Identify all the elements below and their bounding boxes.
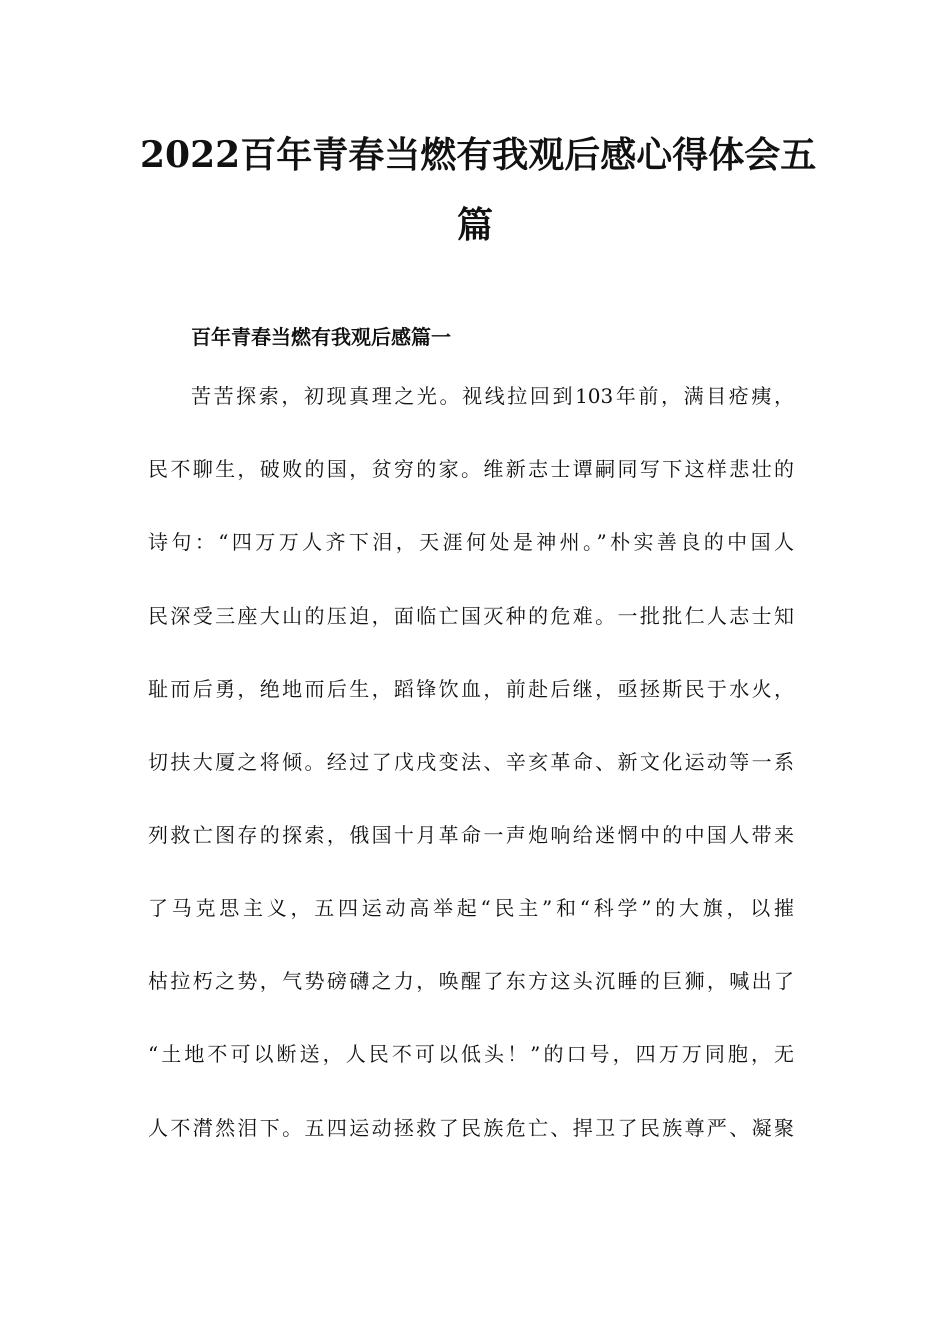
paragraph-line: 人不潸然泪下。五四运动拯救了民族危亡、捍卫了民族尊严、凝聚 bbox=[148, 1116, 794, 1140]
paragraph-line: 耻而后勇，绝地而后生，蹈锋饮血，前赴后继，亟拯斯民于水火， bbox=[148, 677, 794, 701]
paragraph-line: 切扶大厦之将倾。经过了戊戌变法、辛亥革命、新文化运动等一系 bbox=[148, 750, 794, 774]
document-title-line-1: 2022百年青春当燃有我观后感心得体会五 bbox=[140, 134, 817, 176]
paragraph-line: 民深受三座大山的压迫，面临亡国灭种的危难。一批批仁人志士知 bbox=[148, 604, 794, 628]
document-title-line-2: 篇 bbox=[456, 204, 493, 246]
paragraph-line: 诗句：“四万万人齐下泪，天涯何处是神州。”朴实善良的中国人 bbox=[148, 530, 794, 554]
paragraph-line: 民不聊生，破败的国，贫穷的家。维新志士谭嗣同写下这样悲壮的 bbox=[148, 457, 794, 481]
section-heading: 百年青春当燃有我观后感篇一 bbox=[191, 325, 451, 349]
paragraph-line: “土地不可以断送，人民不可以低头！”的口号，四万万同胞，无 bbox=[148, 1042, 794, 1066]
paragraph-line: 枯拉朽之势，气势磅礴之力，唤醒了东方这头沉睡的巨狮，喊出了 bbox=[148, 969, 794, 993]
paragraph-line: 列救亡图存的探索，俄国十月革命一声炮响给迷惘中的中国人带来 bbox=[148, 823, 794, 847]
paragraph-line: 苦苦探索，初现真理之光。视线拉回到103年前，满目疮痍， bbox=[191, 384, 794, 408]
paragraph-line: 了马克思主义，五四运动高举起“民主”和“科学”的大旗，以摧 bbox=[148, 896, 794, 920]
